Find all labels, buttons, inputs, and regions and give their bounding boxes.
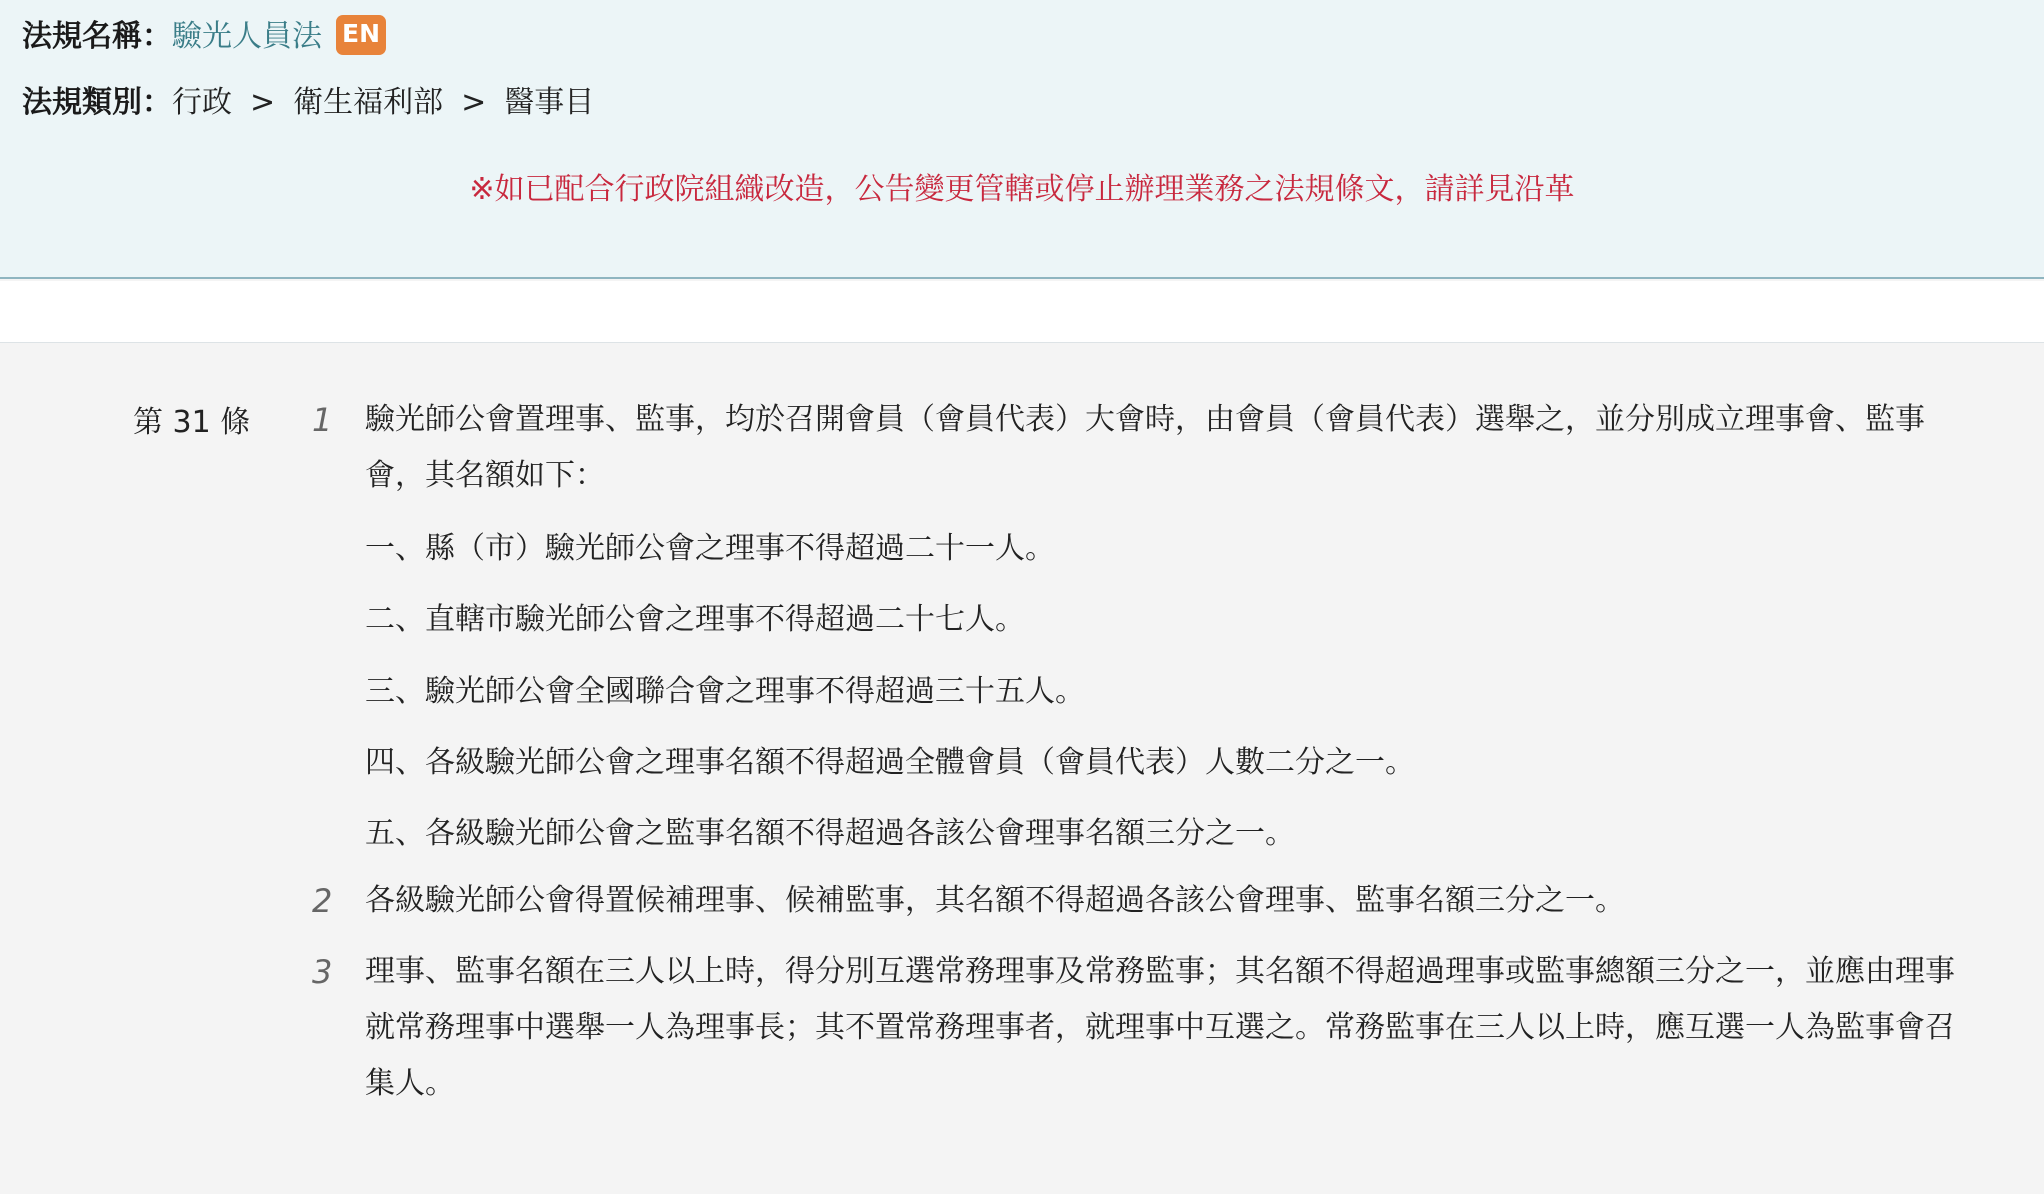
law-header [0, 0, 2044, 279]
english-version-button[interactable]: EN [336, 15, 386, 55]
breadcrumb-separator: > [250, 85, 276, 120]
article-number: 第 31 條 [133, 405, 251, 440]
list-item: 五、各級驗光師公會之監事名額不得超過各該公會理事名額三分之一。 [365, 816, 1295, 851]
paragraph-text: 理事、監事名額在三人以上時，得分別互選常務理事及常務監事；其名額不得超過理事或監事總額三分之一，並應由理事就常務理事中選舉一人為理事長；其不置常務理事者，就理事中互選之。常務監事在三人以上時，應互選一人為監事會召集人。 [365, 954, 1955, 1101]
law-name-label: 法規名稱： [22, 19, 172, 54]
category-label: 法規類別： [22, 85, 172, 120]
paragraph-text: 驗光師公會置理事、監事，均於召開會員（會員代表）大會時，由會員（會員代表）選舉之，並分別成立理事會、監事會，其名額如下： [365, 402, 1925, 493]
list-item: 三、驗光師公會全國聯合會之理事不得超過三十五人。 [365, 674, 1085, 709]
paragraph-number: 2 [312, 882, 333, 920]
law-category-row [22, 83, 594, 123]
article-section [0, 343, 2044, 1194]
paragraph-text: 各級驗光師公會得置候補理事、候補監事，其名額不得超過各該公會理事、監事名額三分之一。 [365, 883, 1625, 918]
breadcrumb-separator: > [461, 85, 487, 120]
list-item: 四、各級驗光師公會之理事名額不得超過全體會員（會員代表）人數二分之一。 [365, 745, 1415, 780]
law-name-row [22, 17, 386, 57]
breadcrumb-item-executive: 行政 [172, 85, 232, 120]
reorganization-notice: ※如已配合行政院組織改造，公告變更管轄或停止辦理業務之法規條文，請詳見沿革 [469, 172, 1575, 207]
divider-band [0, 281, 2044, 343]
breadcrumb-item-ministry: 衛生福利部 [293, 85, 444, 120]
list-item: 一、縣（市）驗光師公會之理事不得超過二十一人。 [365, 531, 1055, 566]
paragraph-number: 1 [312, 401, 333, 439]
law-name-link[interactable]: 驗光人員法 [172, 19, 322, 54]
paragraph-number: 3 [312, 953, 333, 991]
list-item: 二、直轄市驗光師公會之理事不得超過二十七人。 [365, 602, 1025, 637]
breadcrumb-item-medical: 醫事目 [504, 85, 595, 120]
